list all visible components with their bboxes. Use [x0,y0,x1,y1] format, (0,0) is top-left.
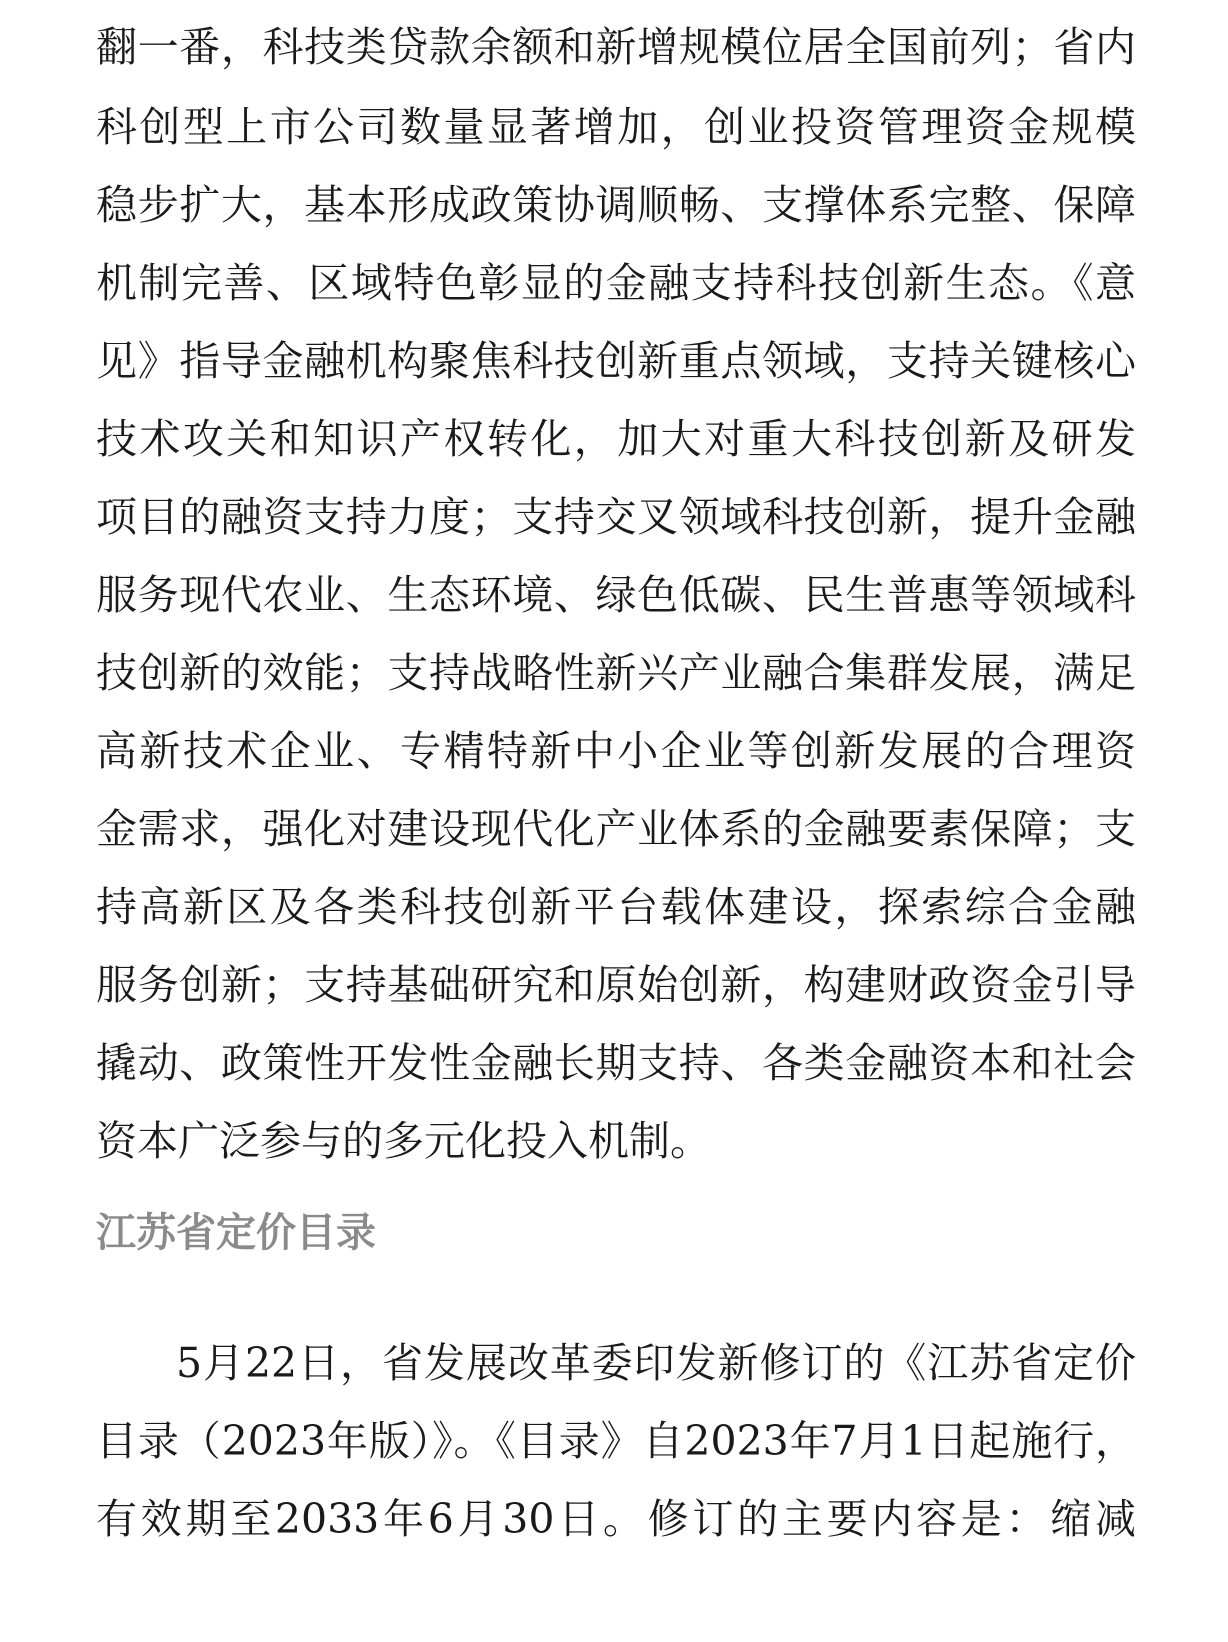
body-text-line: 目录（2023年版）》。《目录》自2023年7月1日起施行， [96,1417,1136,1465]
body-text-line: 高新技术企业、专精特新中小企业等创新发展的合理资 [96,727,1136,775]
body-text-line: 有效期至2033年6月30日。修订的主要内容是：缩减 [96,1495,1136,1543]
body-text-line: 资本广泛参与的多元化投入机制。 [96,1117,711,1165]
body-text-line: 金需求，强化对建设现代化产业体系的金融要素保障；支 [96,805,1136,853]
body-text-line: 技创新的效能；支持战略性新兴产业融合集群发展，满足 [96,649,1136,697]
body-text-line: 项目的融资支持力度；支持交叉领域科技创新，提升金融 [96,493,1136,541]
body-text-line: 翻一番，科技类贷款余额和新增规模位居全国前列；省内 [96,23,1136,71]
body-text-line: 撬动、政策性开发性金融长期支持、各类金融资本和社会 [96,1039,1136,1087]
body-text-line: 稳步扩大，基本形成政策协调顺畅、支撑体系完整、保障 [96,181,1136,229]
body-text-line: 技术攻关和知识产权转化，加大对重大科技创新及研发 [96,415,1136,463]
body-text-line: 服务现代农业、生态环境、绿色低碳、民生普惠等领域科 [96,571,1136,619]
body-text-line: 持高新区及各类科技创新平台载体建设，探索综合金融 [96,883,1136,931]
body-text-line: 科创型上市公司数量显著增加，创业投资管理资金规模 [96,103,1136,151]
section-heading: 江苏省定价目录 [96,1210,376,1256]
body-text-line: 5月22日，省发展改革委印发新修订的《江苏省定价 [176,1339,1136,1387]
body-text-line: 机制完善、区域特色彰显的金融支持科技创新生态。《意 [96,259,1136,307]
body-text-line: 见》指导金融机构聚焦科技创新重点领域，支持关键核心 [96,337,1136,385]
body-text-line: 服务创新；支持基础研究和原始创新，构建财政资金引导 [96,961,1136,1009]
